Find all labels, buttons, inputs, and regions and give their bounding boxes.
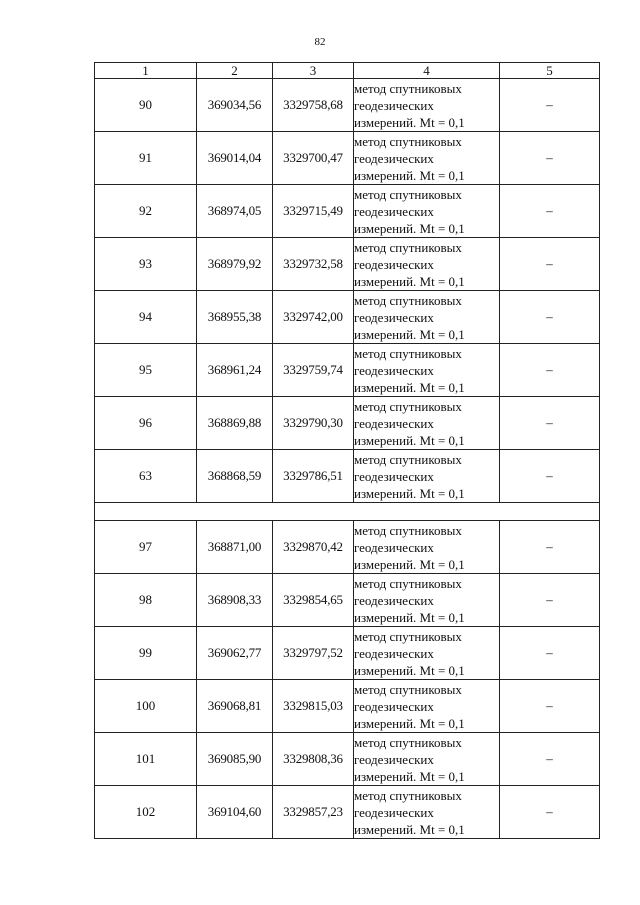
point-number: 93 xyxy=(95,238,197,291)
method-cell xyxy=(354,733,500,786)
column-header: 1 xyxy=(95,63,197,79)
coordinate-y: 3329790,30 xyxy=(273,397,354,450)
note-cell: – xyxy=(500,680,600,733)
point-number: 63 xyxy=(95,450,197,503)
coordinate-x: 368979,92 xyxy=(197,238,273,291)
method-cell xyxy=(354,185,500,238)
table-row xyxy=(95,132,600,185)
table-row xyxy=(95,733,600,786)
method-cell xyxy=(354,627,500,680)
coordinate-y: 3329854,65 xyxy=(273,574,354,627)
separator-row xyxy=(95,503,600,521)
coordinate-x: 369104,60 xyxy=(197,786,273,839)
coordinate-y: 3329808,36 xyxy=(273,733,354,786)
table-row xyxy=(95,238,600,291)
method-line: измерений. Mt = 0,1 xyxy=(354,114,465,130)
method-line: метод спутниковых xyxy=(354,522,462,538)
method-line: измерений. Mt = 0,1 xyxy=(354,662,465,678)
table-body xyxy=(95,79,600,839)
method-line: метод спутниковых xyxy=(354,734,462,750)
method-line: измерений. Mt = 0,1 xyxy=(354,220,465,236)
method-line: метод спутниковых xyxy=(354,681,462,697)
coordinate-y: 3329870,42 xyxy=(273,521,354,574)
point-number: 94 xyxy=(95,291,197,344)
coordinates-table xyxy=(94,62,600,839)
method-cell xyxy=(354,238,500,291)
method-line: геодезических xyxy=(354,698,434,714)
method-line: метод спутниковых xyxy=(354,186,462,202)
method-cell xyxy=(354,786,500,839)
note-cell: – xyxy=(500,733,600,786)
method-line: измерений. Mt = 0,1 xyxy=(354,432,465,448)
note-cell: – xyxy=(500,344,600,397)
coordinate-x: 368908,33 xyxy=(197,574,273,627)
method-line: геодезических xyxy=(354,203,434,219)
note-cell: – xyxy=(500,627,600,680)
table-row xyxy=(95,344,600,397)
note-cell: – xyxy=(500,450,600,503)
coordinate-y: 3329786,51 xyxy=(273,450,354,503)
note-cell: – xyxy=(500,397,600,450)
coordinate-x: 369062,77 xyxy=(197,627,273,680)
table-row xyxy=(95,521,600,574)
method-line: метод спутниковых xyxy=(354,787,462,803)
note-cell: – xyxy=(500,238,600,291)
coordinate-y: 3329759,74 xyxy=(273,344,354,397)
method-line: метод спутниковых xyxy=(354,80,462,96)
point-number: 91 xyxy=(95,132,197,185)
note-cell: – xyxy=(500,185,600,238)
column-header: 5 xyxy=(500,63,600,79)
method-cell xyxy=(354,450,500,503)
column-header: 4 xyxy=(354,63,500,79)
method-line: измерений. Mt = 0,1 xyxy=(354,715,465,731)
point-number: 99 xyxy=(95,627,197,680)
method-line: измерений. Mt = 0,1 xyxy=(354,609,465,625)
coordinate-x: 369068,81 xyxy=(197,680,273,733)
method-line: геодезических xyxy=(354,592,434,608)
point-number: 97 xyxy=(95,521,197,574)
method-line: геодезических xyxy=(354,309,434,325)
point-number: 98 xyxy=(95,574,197,627)
method-line: метод спутниковых xyxy=(354,345,462,361)
coordinate-y: 3329742,00 xyxy=(273,291,354,344)
coordinate-y: 3329700,47 xyxy=(273,132,354,185)
point-number: 96 xyxy=(95,397,197,450)
table-row xyxy=(95,450,600,503)
note-cell: – xyxy=(500,786,600,839)
method-cell xyxy=(354,132,500,185)
method-line: измерений. Mt = 0,1 xyxy=(354,485,465,501)
method-line: измерений. Mt = 0,1 xyxy=(354,326,465,342)
table-row xyxy=(95,786,600,839)
coordinate-x: 369085,90 xyxy=(197,733,273,786)
method-line: метод спутниковых xyxy=(354,133,462,149)
coordinate-y: 3329758,68 xyxy=(273,79,354,132)
table-row xyxy=(95,574,600,627)
method-cell xyxy=(354,521,500,574)
method-line: измерений. Mt = 0,1 xyxy=(354,768,465,784)
method-cell xyxy=(354,79,500,132)
page-number: 82 xyxy=(314,36,326,48)
coordinate-x: 368871,00 xyxy=(197,521,273,574)
separator-cell xyxy=(95,503,600,521)
method-line: метод спутниковых xyxy=(354,239,462,255)
point-number: 102 xyxy=(95,786,197,839)
method-line: измерений. Mt = 0,1 xyxy=(354,379,465,395)
point-number: 90 xyxy=(95,79,197,132)
note-cell: – xyxy=(500,132,600,185)
method-line: измерений. Mt = 0,1 xyxy=(354,273,465,289)
note-cell: – xyxy=(500,521,600,574)
table-row xyxy=(95,185,600,238)
method-line: метод спутниковых xyxy=(354,451,462,467)
coordinate-x: 368868,59 xyxy=(197,450,273,503)
method-line: метод спутниковых xyxy=(354,575,462,591)
note-cell: – xyxy=(500,291,600,344)
method-line: геодезических xyxy=(354,415,434,431)
point-number: 95 xyxy=(95,344,197,397)
table-row xyxy=(95,397,600,450)
column-header: 2 xyxy=(197,63,273,79)
coordinate-x: 369014,04 xyxy=(197,132,273,185)
method-cell xyxy=(354,397,500,450)
coordinate-x: 368955,38 xyxy=(197,291,273,344)
coordinate-y: 3329732,58 xyxy=(273,238,354,291)
coordinate-x: 368974,05 xyxy=(197,185,273,238)
point-number: 92 xyxy=(95,185,197,238)
method-line: измерений. Mt = 0,1 xyxy=(354,821,465,837)
method-cell xyxy=(354,574,500,627)
method-line: измерений. Mt = 0,1 xyxy=(354,167,465,183)
method-line: метод спутниковых xyxy=(354,398,462,414)
coordinate-y: 3329797,52 xyxy=(273,627,354,680)
method-cell xyxy=(354,344,500,397)
coordinate-y: 3329857,23 xyxy=(273,786,354,839)
table-header-row xyxy=(95,63,600,79)
method-line: метод спутниковых xyxy=(354,628,462,644)
coordinate-x: 369034,56 xyxy=(197,79,273,132)
method-line: геодезических xyxy=(354,97,434,113)
coordinate-y: 3329715,49 xyxy=(273,185,354,238)
method-line: геодезических xyxy=(354,362,434,378)
method-line: измерений. Mt = 0,1 xyxy=(354,556,465,572)
method-cell xyxy=(354,680,500,733)
method-line: геодезических xyxy=(354,150,434,166)
method-line: геодезических xyxy=(354,804,434,820)
method-line: метод спутниковых xyxy=(354,292,462,308)
coordinate-x: 368961,24 xyxy=(197,344,273,397)
table-row xyxy=(95,680,600,733)
coordinate-x: 368869,88 xyxy=(197,397,273,450)
method-line: геодезических xyxy=(354,751,434,767)
method-line: геодезических xyxy=(354,468,434,484)
column-header: 3 xyxy=(273,63,354,79)
note-cell: – xyxy=(500,79,600,132)
method-line: геодезических xyxy=(354,539,434,555)
coordinate-y: 3329815,03 xyxy=(273,680,354,733)
point-number: 100 xyxy=(95,680,197,733)
table-row xyxy=(95,79,600,132)
point-number: 101 xyxy=(95,733,197,786)
note-cell: – xyxy=(500,574,600,627)
table-row xyxy=(95,291,600,344)
method-cell xyxy=(354,291,500,344)
table-row xyxy=(95,627,600,680)
method-line: геодезических xyxy=(354,645,434,661)
method-line: геодезических xyxy=(354,256,434,272)
